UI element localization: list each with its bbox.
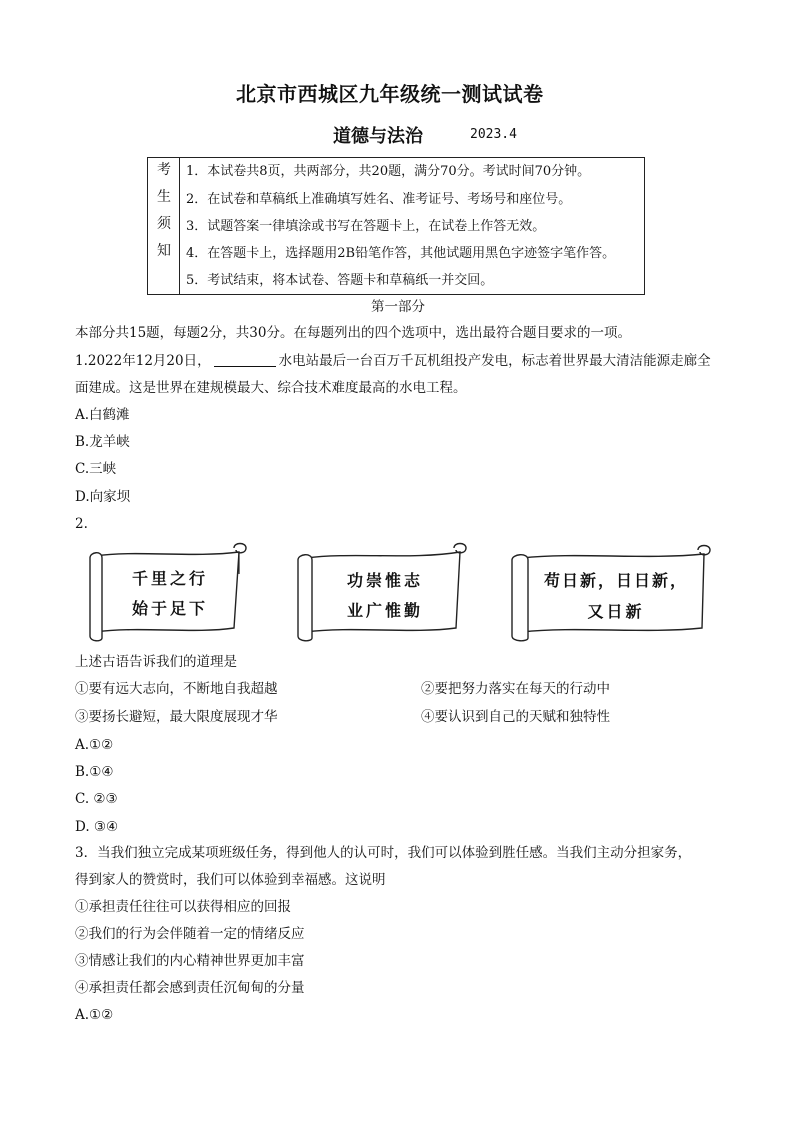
- exam-title: 北京市西城区九年级统一测试试卷: [236, 82, 544, 106]
- question-1-option: B.龙羊峡: [75, 434, 130, 450]
- subject-title: 道德与法治: [333, 126, 423, 147]
- part-heading: 第一部分: [371, 299, 425, 315]
- answer-blank: [214, 352, 276, 367]
- question-2-statement: ①要有远大志向，不断地自我超越: [75, 681, 278, 697]
- scroll-text: 功崇惟志: [346, 571, 423, 590]
- question-2-option: D. ③④: [75, 819, 119, 835]
- notice-heading: [148, 158, 180, 294]
- notice-item: 3．试题答案一律填涂或书写在答题卡上，在试卷上作答无效。: [186, 219, 546, 234]
- question-1-line-1: [75, 351, 711, 371]
- question-3-line-1: 3．当我们独立完成某项班级任务，得到他人的认可时，我们可以体验到胜任感。当我们主动分担家务，: [75, 845, 692, 861]
- question-1-option: A.白鹤滩: [75, 407, 130, 423]
- question-1-option: C.三峡: [75, 461, 117, 477]
- question-3-statement: ③情感让我们的内心精神世界更加丰富: [75, 953, 305, 969]
- scroll-image: [84, 544, 249, 646]
- exam-notice-box: [147, 157, 645, 295]
- question-3-line-2: 得到家人的赞赏时，我们可以体验到幸福感。这说明: [75, 872, 386, 888]
- question-2-option: B.①④: [75, 764, 114, 780]
- question-3-statement: ①承担责任往往可以获得相应的回报: [75, 899, 291, 915]
- scroll-text: 始于足下: [131, 599, 208, 618]
- question-3-statement: ②我们的行为会伴随着一定的情绪反应: [75, 926, 305, 942]
- scroll-image: [292, 544, 467, 646]
- question-2-number: 2.: [75, 516, 88, 532]
- question-3-option: A.①②: [75, 1007, 114, 1023]
- question-2-stem: 上述古语告诉我们的道理是: [75, 654, 237, 670]
- scroll-text: 千里之行: [131, 569, 208, 588]
- scroll-text: 又日新: [587, 602, 645, 621]
- question-3-statement: ④承担责任都会感到责任沉甸甸的分量: [75, 980, 305, 996]
- question-2-option: A.①②: [75, 737, 114, 753]
- scroll-text: 苟日新，日日新，: [543, 571, 688, 590]
- notice-heading-char: 考: [157, 162, 171, 178]
- question-1-suffix: 水电站最后一台百万千瓦机组投产发电，标志着世界最大清洁能源走廊全: [278, 353, 711, 369]
- question-1-prefix: 1.2022年12月20日，: [75, 353, 211, 369]
- question-1-option: D.向家坝: [75, 489, 131, 505]
- question-2-option: C. ②③: [75, 791, 118, 807]
- scroll-image: [506, 544, 712, 646]
- notice-item: 5．考试结束，将本试卷、答题卡和草稿纸一并交回。: [186, 273, 494, 288]
- question-2-statement: ②要把努力落实在每天的行动中: [421, 681, 610, 697]
- exam-date: 2023.4: [470, 127, 517, 142]
- question-1-line-2: 面建成。这是世界在建规模最大、综合技术难度最高的水电工程。: [75, 380, 467, 396]
- question-2-statement: ③要扬长避短，最大限度展现才华: [75, 709, 278, 725]
- question-2-statement: ④要认识到自己的天赋和独特性: [421, 709, 610, 725]
- scroll-text: 业广惟勤: [346, 601, 423, 620]
- notice-heading-char: 须: [157, 216, 171, 232]
- notice-heading-char: 生: [157, 189, 171, 205]
- notice-item: 2．在试卷和草稿纸上准确填写姓名、准考证号、考场号和座位号。: [186, 192, 572, 207]
- notice-item: 4．在答题卡上，选择题用2B铅笔作答，其他试题用黑色字迹签字笔作答。: [186, 246, 616, 261]
- notice-item: 1．本试卷共8页，共两部分，共20题，满分70分。考试时间70分钟。: [186, 164, 591, 179]
- part-instruction: 本部分共15题，每题2分，共30分。在每题列出的四个选项中，选出最符合题目要求的一项。: [75, 325, 631, 341]
- notice-heading-char: 知: [157, 243, 171, 259]
